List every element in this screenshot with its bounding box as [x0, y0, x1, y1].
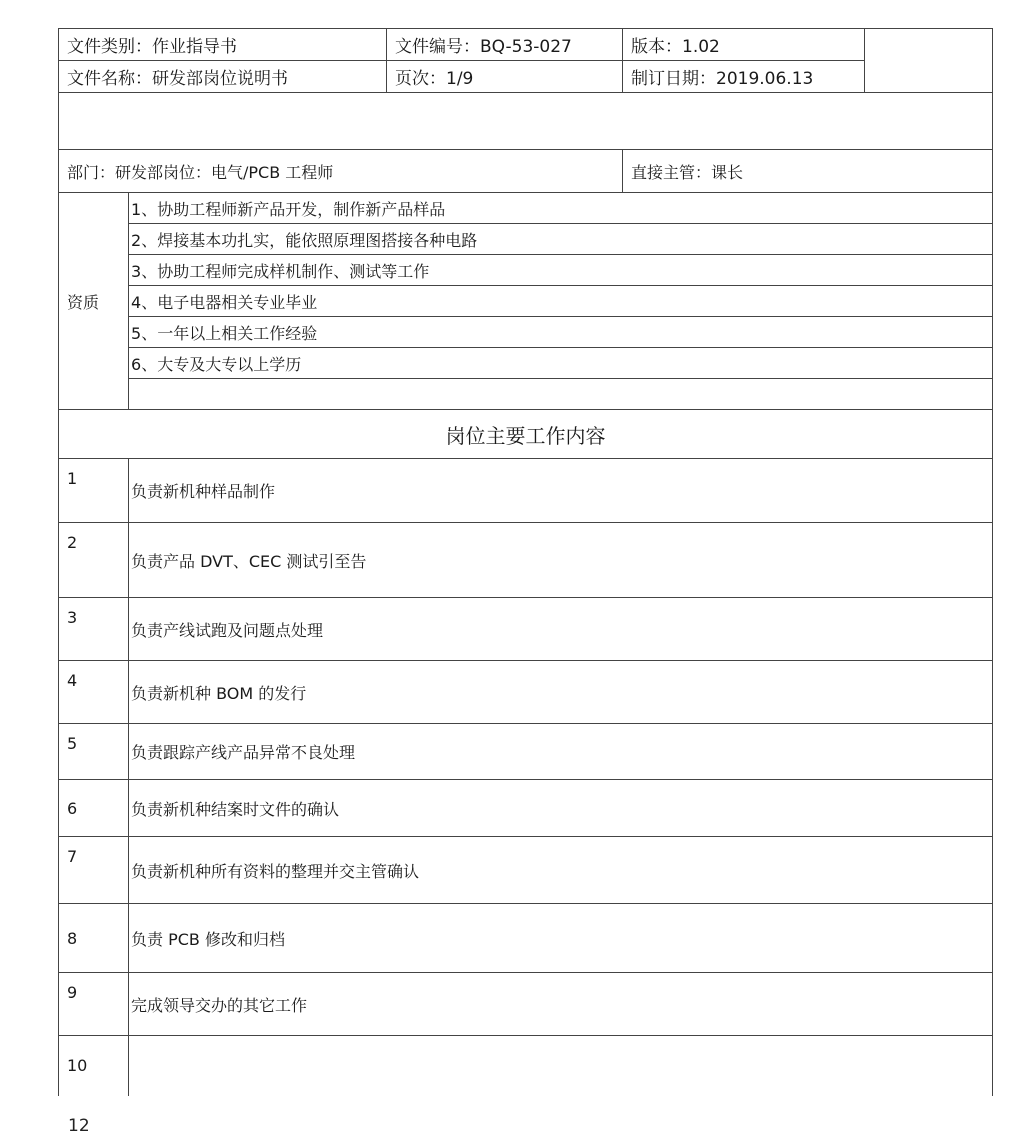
qualification-text: 、焊接基本功扎实，能依照原理图搭接各种电路	[141, 230, 478, 250]
task-number: 2	[59, 523, 129, 598]
qualification-number: 5	[131, 323, 142, 343]
task-row	[59, 598, 993, 661]
task-description	[129, 661, 993, 724]
version-value: 1.02	[682, 37, 720, 57]
file-number-label: 文件编号：	[395, 37, 480, 57]
task-number: 1	[59, 459, 129, 523]
qualification-item	[129, 317, 993, 348]
task-text: 负责新机种样品制作	[131, 482, 276, 501]
qualification-item	[129, 255, 993, 286]
task-text-end: 测试引至告	[281, 551, 367, 571]
qualification-row	[59, 193, 993, 224]
task-number: 10	[59, 1036, 129, 1096]
department-position	[59, 150, 623, 193]
file-number	[387, 29, 623, 61]
task-row	[59, 724, 993, 780]
task-description	[129, 598, 993, 661]
qualification-number: 4	[131, 292, 142, 312]
task-text: 负责跟踪产线产品异常不良处理	[131, 743, 356, 762]
qualification-row	[59, 224, 993, 255]
qualification-row	[59, 317, 993, 348]
direct-supervisor: 直接主管：课长	[623, 150, 993, 193]
qualification-item	[129, 348, 993, 379]
task-number: 8	[59, 904, 129, 973]
qualification-row	[59, 348, 993, 379]
job-description-document	[58, 28, 992, 1096]
task-description	[129, 523, 993, 598]
qualification-item	[129, 193, 993, 224]
qualification-text: 、一年以上相关工作经验	[141, 323, 318, 343]
task-row	[59, 661, 993, 724]
job-description-table	[58, 28, 993, 1096]
task-term: DVT、CEC	[200, 551, 282, 571]
task-text: 负责新机种	[131, 683, 217, 703]
header-empty-cell	[865, 29, 993, 93]
task-row	[59, 1036, 993, 1096]
file-name: 文件名称：研发部岗位说明书	[59, 61, 387, 93]
task-text-end: 的发行	[253, 683, 307, 703]
task-row	[59, 904, 993, 973]
version-label: 版本：	[631, 37, 682, 57]
department-pcb: PCB	[248, 163, 281, 182]
revision-date-value: 2019.06.13	[716, 69, 814, 89]
task-description	[129, 724, 993, 780]
task-description	[129, 904, 993, 973]
qualification-item	[129, 224, 993, 255]
department-text: 部门：研发部岗位：电气/	[67, 163, 249, 182]
task-row	[59, 973, 993, 1036]
task-number: 3	[59, 598, 129, 661]
task-description	[129, 459, 993, 523]
task-description	[129, 837, 993, 904]
header-row-1	[59, 29, 993, 61]
qualification-row	[59, 379, 993, 410]
qualification-row	[59, 286, 993, 317]
department-row	[59, 150, 993, 193]
qualification-row	[59, 255, 993, 286]
task-row	[59, 523, 993, 598]
task-number: 4	[59, 661, 129, 724]
blank-cell	[59, 93, 993, 150]
page-count-value: 1/9	[446, 69, 474, 89]
revision-date	[623, 61, 865, 93]
qualification-text: 、协助工程师完成样机制作、测试等工作	[141, 261, 430, 281]
blank-row	[59, 93, 993, 150]
page-number: 12	[68, 1116, 90, 1136]
qualification-number: 6	[131, 354, 142, 374]
task-text-end: 修改和归档	[199, 929, 285, 949]
qualification-text: 、大专及大专以上学历	[141, 354, 302, 374]
version	[623, 29, 865, 61]
task-term: PCB	[168, 929, 200, 949]
task-text: 负责产线试跑及问题点处理	[131, 620, 324, 640]
task-description	[129, 973, 993, 1036]
task-text: 完成领导交办的其它工作	[131, 995, 308, 1015]
task-number: 7	[59, 837, 129, 904]
qualification-item-empty	[129, 379, 993, 410]
task-number: 5	[59, 724, 129, 780]
qualification-number: 3	[131, 261, 142, 281]
qualification-text: 、协助工程师新产品开发，制作新产品样品	[141, 199, 446, 219]
qualification-number: 1	[131, 199, 142, 219]
page-count-label: 页次：	[395, 69, 446, 89]
task-term: BOM	[216, 683, 254, 703]
qualification-label: 资质	[59, 193, 129, 410]
task-row	[59, 780, 993, 837]
file-category: 文件类别：作业指导书	[59, 29, 387, 61]
qualification-number: 2	[131, 230, 142, 250]
department-engineer: 工程师	[280, 163, 334, 182]
task-number: 6	[59, 780, 129, 837]
task-description	[129, 1036, 993, 1096]
revision-date-label: 制订日期：	[631, 69, 716, 89]
header-row-2	[59, 61, 993, 93]
section-title: 岗位主要工作内容	[59, 410, 993, 459]
task-text: 负责产品	[131, 551, 201, 571]
task-description	[129, 780, 993, 837]
task-row	[59, 459, 993, 523]
task-text: 负责新机种所有资料的整理并交主管确认	[131, 861, 420, 881]
task-text: 负责新机种结案时文件的确认	[131, 799, 340, 819]
section-title-row	[59, 410, 993, 459]
qualification-item	[129, 286, 993, 317]
task-text: 负责	[131, 929, 169, 949]
page-count	[387, 61, 623, 93]
task-row	[59, 837, 993, 904]
task-number: 9	[59, 973, 129, 1036]
qualification-text: 、电子电器相关专业毕业	[141, 292, 318, 312]
file-number-value: BQ-53-027	[480, 37, 572, 57]
